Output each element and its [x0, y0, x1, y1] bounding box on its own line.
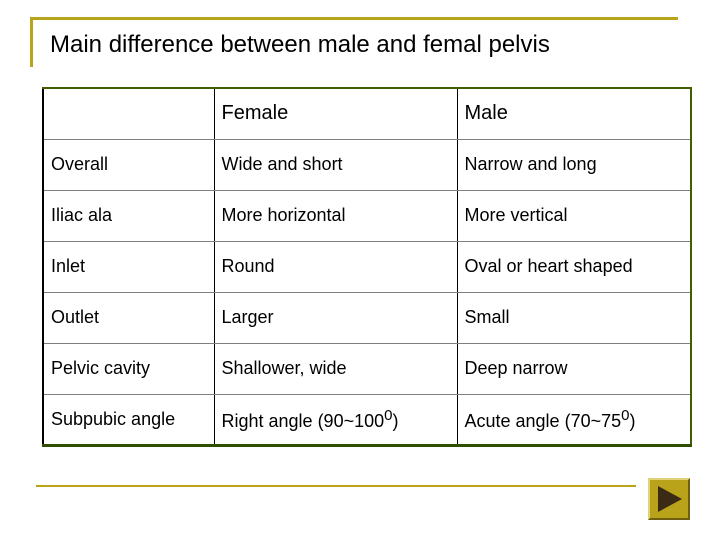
- header-empty-cell: [43, 88, 214, 139]
- title-accent-bar-vertical: [30, 17, 33, 67]
- title-accent-bar-horizontal: [30, 17, 678, 20]
- male-angle-close: ): [629, 410, 636, 431]
- female-angle-text: Right angle (90~100: [221, 410, 385, 431]
- table-row: [43, 241, 691, 292]
- female-cell: Round: [214, 241, 457, 292]
- table-row: [43, 292, 691, 343]
- female-cell: [214, 394, 457, 445]
- female-cell: Wide and short: [214, 139, 457, 190]
- male-cell: Oval or heart shaped: [457, 241, 691, 292]
- feature-cell: Iliac ala: [43, 190, 214, 241]
- next-slide-button[interactable]: [648, 478, 690, 520]
- degree-superscript: 0: [384, 406, 393, 424]
- male-cell: More vertical: [457, 190, 691, 241]
- feature-cell: Inlet: [43, 241, 214, 292]
- footer-accent-line: [36, 485, 636, 487]
- male-cell: Deep narrow: [457, 343, 691, 394]
- play-triangle-icon: [650, 480, 688, 518]
- table-header-row: [43, 88, 691, 139]
- female-cell: Larger: [214, 292, 457, 343]
- table-row: [43, 343, 691, 394]
- feature-cell: Subpubic angle: [43, 394, 214, 445]
- female-cell: Shallower, wide: [214, 343, 457, 394]
- table-row: [43, 139, 691, 190]
- male-angle-text: Acute angle (70~75: [464, 410, 622, 431]
- comparison-table: [42, 87, 692, 447]
- female-cell: More horizontal: [214, 190, 457, 241]
- header-male: Male: [457, 88, 691, 139]
- male-cell: Narrow and long: [457, 139, 691, 190]
- male-cell: Small: [457, 292, 691, 343]
- male-cell: [457, 394, 691, 445]
- degree-superscript: 0: [621, 406, 630, 424]
- header-female: Female: [214, 88, 457, 139]
- table-row: [43, 190, 691, 241]
- feature-cell: Outlet: [43, 292, 214, 343]
- feature-cell: Overall: [43, 139, 214, 190]
- female-angle-close: ): [392, 410, 399, 431]
- feature-cell: Pelvic cavity: [43, 343, 214, 394]
- table-row: [43, 394, 691, 445]
- page-title: Main difference between male and femal pelvis: [50, 31, 550, 58]
